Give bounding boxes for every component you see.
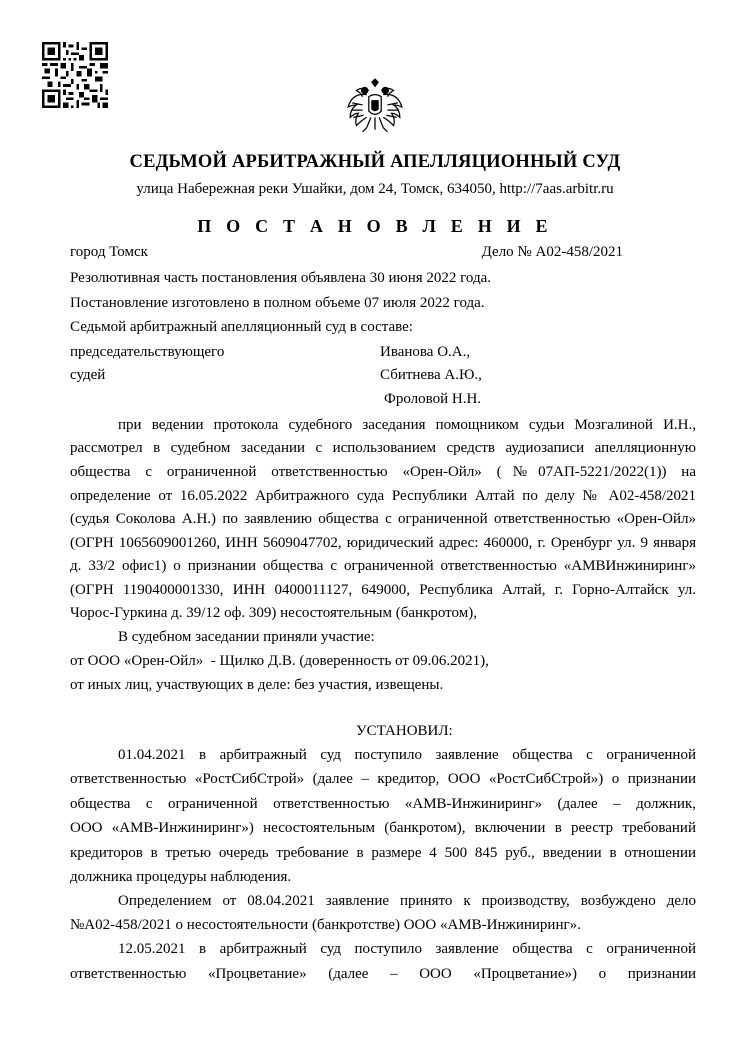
section-heading: УСТАНОВИЛ: [356, 723, 453, 739]
judges-label: судей [70, 367, 106, 383]
intro-line: Чорос-Гуркина д. 39/12 оф. 309) несостоятельным (банкротом), [70, 605, 477, 621]
composition-intro: Седьмой арбитражный апелляционный суд в составе: [70, 319, 413, 335]
presiding-judge-name: Иванова О.А., [380, 344, 471, 360]
judge-name-2: Фроловой Н.Н. [384, 391, 482, 407]
presiding-label: председательствующего [70, 344, 225, 360]
intro-line: (судья Соколова А.Н.) по заявлению общества с ограниченной ответственностью «Орен-Ойл» [70, 511, 696, 527]
qr-code [42, 42, 108, 108]
city: город Томск [70, 244, 148, 260]
resolution-announced-date: Резолютивная часть постановления объявлена 30 июня 2022 года. [70, 270, 492, 286]
intro-line: определение от 16.05.2022 Арбитражного суда Республики Алтай по делу № А02-458/2021 [70, 488, 696, 504]
body-line: ООО «АМВ-Инжиниринг») несостоятельным (банкротом), включении в реестр требований [70, 820, 696, 836]
intro-line: при ведении протокола судебного заседания помощником судьи Мозгалиной И.Н., [118, 417, 696, 433]
body-line: 12.05.2021 в арбитражный суд поступило заявление общества с ограниченной [118, 941, 696, 957]
intro-line: общества с ограниченной ответственностью «Орен-Ойл» (№07АП-5221/2022(1)) на [70, 464, 696, 480]
body-line: №А02-458/2021 о несостоятельности (банкротстве) ООО «АМВ-Инжиниринг». [70, 917, 581, 933]
intro-line: рассмотрел в судебном заседании с использованием средств аудиозаписи апелляционную [70, 440, 696, 456]
full-text-date: Постановление изготовлено в полном объеме 07 июля 2022 года. [70, 295, 485, 311]
court-name: СЕДЬМОЙ АРБИТРАЖНЫЙ АПЕЛЛЯЦИОННЫЙ СУД [129, 152, 621, 172]
case-number: Дело № А02-458/2021 [481, 244, 623, 260]
judge-name-1: Сбитнева А.Ю., [380, 367, 482, 383]
body-line: 01.04.2021 в арбитражный суд поступило заявление общества с ограниченной [118, 747, 696, 763]
participants-intro: В судебном заседании приняли участие: [118, 629, 375, 645]
intro-line: (ОГРН 1065609001260, ИНН 5609047702, юридический адрес: 460000, г. Оренбург ул. 9 января [70, 535, 696, 551]
participants-others: от иных лиц, участвующих в деле: без участия, извещены. [70, 677, 444, 693]
intro-line: д. 33/2 офис1) о признании общества с ограниченной ответственностью «АМВИнжиниринг» [70, 558, 696, 574]
body-line: должника процедуры наблюдения. [70, 869, 292, 885]
body-line: кредиторов в третью очередь требование в размере 4 500 845 руб., введении в отношении [70, 845, 696, 861]
body-line: ответственностью «Процветание» (далее – ООО «Процветание») о признании [70, 966, 696, 982]
intro-line: (ОГРН 1190400001330, ИНН 0400011127, 649000, Республика Алтай, г. Горно-Алтайск ул. [70, 582, 696, 598]
body-line: общества с ограниченной ответственностью «АМВ-Инжиниринг» (далее – должник, [70, 796, 696, 812]
participant-orenoil: от ООО «Орен-Ойл» - Щилко Д.В. (доверенность от 09.06.2021), [70, 653, 489, 669]
court-address: улица Набережная реки Ушайки, дом 24, Томск, 634050, http://7aas.arbitr.ru [136, 181, 614, 197]
body-line: Определением от 08.04.2021 заявление принято к производству, возбуждено дело [118, 893, 696, 909]
coat-of-arms-emblem [344, 76, 406, 138]
document-type-title: П О С Т А Н О В Л Е Н И Е [197, 216, 553, 236]
body-line: ответственностью «РостСибСтрой» (далее – кредитор, ООО «РостСибСтрой») о признании [70, 771, 696, 787]
